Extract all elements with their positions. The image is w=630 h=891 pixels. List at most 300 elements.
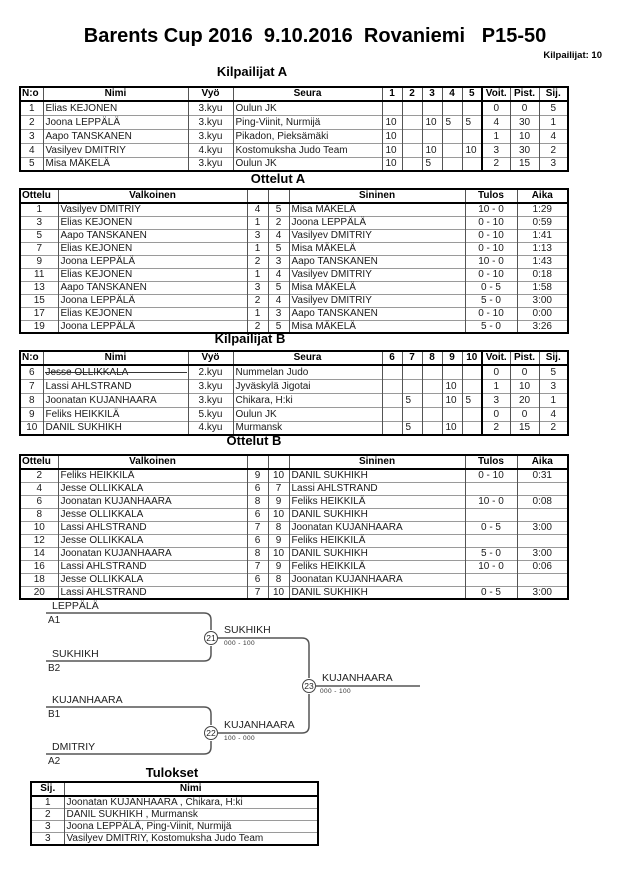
cell-score: 10: [442, 393, 462, 407]
cell-place: 5: [539, 101, 568, 115]
cell-club: Chikara, H:ki: [233, 393, 382, 407]
table-row: [20, 547, 568, 560]
cell-club: Nummelan Judo: [233, 365, 382, 379]
pool-b-heading: Kilpailijat B: [214, 331, 286, 346]
cell-white-number: 8: [247, 547, 268, 560]
cell-white-name: Elias KEJONEN: [58, 216, 247, 229]
cell-points: 0: [510, 365, 539, 379]
cell-score: [462, 129, 482, 143]
cell-name: Joona LEPPÄLÄ: [43, 115, 188, 129]
cell-match-no: 20: [20, 586, 58, 599]
page-title: Barents Cup 2016 9.10.2016 Rovaniemi P15-50: [83, 25, 547, 47]
col-no: N:o: [20, 87, 43, 101]
cell-no: 4: [20, 143, 43, 157]
bracket-match-22-circle: 22: [204, 726, 218, 740]
cell-result: [465, 508, 517, 521]
cell-result: 0 - 5: [465, 521, 517, 534]
cell-white-name: Feliks HEIKKILÄ: [58, 469, 247, 482]
cell-name: DANIL SUKHIKH: [43, 421, 188, 435]
cell-match-no: 19: [20, 320, 58, 333]
cell-white-number: 7: [247, 586, 268, 599]
cell-points: 0: [510, 407, 539, 421]
cell-score: [422, 365, 442, 379]
cell-time: 1:29: [517, 203, 568, 216]
cell-score: [462, 421, 482, 435]
cell-no: 8: [20, 393, 43, 407]
cell-white-name: Elias KEJONEN: [58, 307, 247, 320]
cell-wins: 2: [482, 157, 510, 171]
matches-a-body: [20, 203, 568, 333]
cell-result: 0 - 10: [465, 242, 517, 255]
cell-score: 5: [462, 393, 482, 407]
table-row: [20, 281, 568, 294]
results-table: [30, 781, 319, 846]
cell-result: 0 - 10: [465, 229, 517, 242]
cell-time: 1:43: [517, 255, 568, 268]
cell-points: 30: [510, 143, 539, 157]
cell-place: 2: [539, 421, 568, 435]
pool-b-body: [20, 365, 568, 435]
cell-match-no: 17: [20, 307, 58, 320]
cell-time: 3:00: [517, 586, 568, 599]
cell-score: [442, 129, 462, 143]
cell-points: 15: [510, 157, 539, 171]
table-row: [20, 573, 568, 586]
cell-club: Kostomuksha Judo Team: [233, 143, 382, 157]
col-white: Valkoinen: [58, 189, 247, 203]
cell-white-number: 6: [247, 482, 268, 495]
cell-score: [422, 379, 442, 393]
cell-match-no: 14: [20, 547, 58, 560]
cell-score: [382, 421, 402, 435]
cell-match-no: 4: [20, 482, 58, 495]
cell-score: 10: [382, 143, 402, 157]
cell-white-name: Jesse OLLIKKALA: [58, 508, 247, 521]
table-row: [20, 508, 568, 521]
cell-score: [462, 101, 482, 115]
cell-wins: 0: [482, 365, 510, 379]
table-row: [31, 796, 318, 809]
cell-blue-name: Lassi AHLSTRAND: [289, 482, 465, 495]
cell-belt: 3.kyu: [188, 157, 233, 171]
cell-white-name: Jesse OLLIKKALA: [58, 482, 247, 495]
table-row: [20, 407, 568, 421]
cell-points: 20: [510, 393, 539, 407]
cell-blue-name: Misa MÄKELÄ: [289, 203, 465, 216]
table-row: [20, 157, 568, 171]
cell-match-no: 18: [20, 573, 58, 586]
cell-blue-name: Misa MÄKELÄ: [289, 320, 465, 333]
cell-score: 5: [402, 421, 422, 435]
cell-white-number: 6: [247, 573, 268, 586]
cell-points: 10: [510, 129, 539, 143]
cell-score: [442, 143, 462, 157]
table-row: [20, 101, 568, 115]
cell-match-no: 3: [20, 216, 58, 229]
pool-a-table: [19, 86, 569, 172]
matches-a-table: [19, 188, 569, 334]
cell-blue-name: Vasilyev DMITRIY: [289, 268, 465, 281]
cell-wins: 1: [482, 129, 510, 143]
cell-wins: 0: [482, 407, 510, 421]
col-result: Tulos: [465, 455, 517, 469]
col-name: Nimi: [64, 782, 318, 796]
cell-white-name: Lassi AHLSTRAND: [58, 560, 247, 573]
cell-score: [382, 379, 402, 393]
cell-white-name: Jesse OLLIKKALA: [58, 573, 247, 586]
cell-place: 1: [44, 797, 51, 808]
cell-time: 3:00: [517, 521, 568, 534]
cell-result: [465, 534, 517, 547]
cell-result: 0 - 10: [465, 216, 517, 229]
cell-blue-name: Vasilyev DMITRIY: [289, 229, 465, 242]
bracket-semi2-score: 100 - 000: [224, 735, 256, 742]
cell-score: [382, 101, 402, 115]
col-score-2: 2: [402, 87, 422, 101]
cell-score: [442, 157, 462, 171]
col-blue: Sininen: [289, 455, 465, 469]
table-row: [20, 255, 568, 268]
cell-white-name: Joonatan KUJANHAARA: [58, 547, 247, 560]
cell-blue-name: Misa MÄKELÄ: [289, 242, 465, 255]
cell-wins: 4: [482, 115, 510, 129]
cell-no: 10: [20, 421, 43, 435]
table-row: [20, 421, 568, 435]
bracket-entry-a2-name: DMITRIY: [52, 741, 96, 753]
cell-score: [402, 365, 422, 379]
cell-score: [402, 115, 422, 129]
cell-blue-number: 10: [268, 508, 289, 521]
cell-white-number: 6: [247, 508, 268, 521]
cell-score: [422, 129, 442, 143]
cell-result: 0 - 10: [465, 268, 517, 281]
competitors-count: Kilpailijat: 10: [543, 50, 602, 61]
cell-name: Jesse OLLIKKALA: [43, 365, 188, 379]
bracket-entry-a1-seed: A1: [48, 615, 61, 626]
cell-score: [422, 393, 442, 407]
cell-white-number: 1: [247, 242, 268, 255]
col-score-6: 6: [382, 351, 402, 365]
cell-blue-number: 4: [268, 229, 289, 242]
cell-white-name: Lassi AHLSTRAND: [58, 586, 247, 599]
table-row: [20, 469, 568, 482]
cell-score: 10: [382, 157, 402, 171]
pool-b-table: [19, 350, 569, 436]
cell-blue-name: Aapo TANSKANEN: [289, 307, 465, 320]
cell-score: [402, 407, 422, 421]
table-row: [31, 809, 318, 821]
bracket-entry-b2-name: SUKHIKH: [52, 648, 99, 660]
col-white-number: [247, 189, 268, 203]
cell-white-number: 8: [247, 495, 268, 508]
table-row: [20, 365, 568, 379]
cell-time: 1:58: [517, 281, 568, 294]
results-heading: Tulokset: [145, 765, 199, 780]
cell-time: 3:26: [517, 320, 568, 333]
col-score-8: 8: [422, 351, 442, 365]
cell-points: 30: [510, 115, 539, 129]
cell-blue-number: 3: [268, 255, 289, 268]
cell-score: [402, 157, 422, 171]
bracket-entry-a1-name: LEPPÄLÄ: [52, 600, 99, 612]
cell-white-name: Aapo TANSKANEN: [58, 229, 247, 242]
cell-blue-number: 8: [268, 521, 289, 534]
col-score-3: 3: [422, 87, 442, 101]
cell-time: 0:00: [517, 307, 568, 320]
cell-score: 10: [442, 379, 462, 393]
cell-blue-name: Feliks HEIKKILÄ: [289, 560, 465, 573]
cell-place: 4: [539, 129, 568, 143]
matches-a-header-row: [20, 189, 568, 203]
cell-no: 1: [28, 102, 35, 114]
cell-place: 1: [539, 393, 568, 407]
cell-match-no: 1: [36, 204, 43, 216]
cell-match-no: 6: [20, 495, 58, 508]
cell-place: 2: [31, 809, 64, 821]
cell-time: 1:41: [517, 229, 568, 242]
matches-b-body: [20, 469, 568, 599]
table-row: [20, 143, 568, 157]
cell-name: Joona LEPPÄLÄ, Ping-Viinit, Nurmijä: [64, 821, 318, 833]
cell-score: [462, 379, 482, 393]
col-name: Nimi: [43, 351, 188, 365]
pool-a-heading: Kilpailijat A: [216, 64, 288, 79]
cell-match-no: 13: [20, 281, 58, 294]
cell-score: [402, 129, 422, 143]
cell-score: [442, 101, 462, 115]
results-header-row: [31, 782, 318, 796]
cell-white-name: Joona LEPPÄLÄ: [58, 255, 247, 268]
cell-match-no: 7: [20, 242, 58, 255]
col-club: Seura: [233, 351, 382, 365]
results-body: [31, 796, 318, 845]
cell-blue-name: Vasilyev DMITRIY: [289, 294, 465, 307]
cell-blue-name: DANIL SUKHIKH: [289, 586, 465, 599]
cell-white-name: Joonatan KUJANHAARA: [58, 495, 247, 508]
col-blue-number: [268, 455, 289, 469]
cell-score: 10: [442, 421, 462, 435]
cell-blue-name: DANIL SUKHIKH: [289, 547, 465, 560]
col-time: Aika: [517, 189, 568, 203]
cell-blue-number: 2: [268, 216, 289, 229]
cell-blue-name: Aapo TANSKANEN: [289, 255, 465, 268]
cell-points: 15: [510, 421, 539, 435]
table-row: [20, 115, 568, 129]
cell-blue-number: 10: [268, 586, 289, 599]
cell-blue-name: Joonatan KUJANHAARA: [289, 573, 465, 586]
cell-match-no: 16: [20, 560, 58, 573]
cell-place: 3: [539, 157, 568, 171]
cell-blue-number: 5: [268, 281, 289, 294]
cell-result: 10 - 0: [465, 495, 517, 508]
cell-blue-number: 9: [268, 534, 289, 547]
matches-b-table: [19, 454, 569, 600]
cell-blue-number: 5: [268, 203, 289, 216]
col-time: Aika: [517, 455, 568, 469]
cell-time: [517, 482, 568, 495]
cell-belt: 3.kyu: [188, 129, 233, 143]
bracket-final-winner: KUJANHAARA: [322, 672, 393, 684]
cell-belt: 4.kyu: [188, 143, 233, 157]
cell-match-no: 15: [20, 294, 58, 307]
cell-name: Vasilyev DMITRIY: [43, 143, 188, 157]
cell-blue-name: Joonatan KUJANHAARA: [289, 521, 465, 534]
cell-place: 3: [539, 379, 568, 393]
cell-place: 3: [31, 833, 64, 846]
col-blue: Sininen: [289, 189, 465, 203]
cell-name: Joonatan KUJANHAARA , Chikara, H:ki: [64, 796, 318, 809]
table-row: [20, 268, 568, 281]
cell-time: [517, 573, 568, 586]
cell-white-number: 7: [247, 521, 268, 534]
col-score-7: 7: [402, 351, 422, 365]
cell-time: 1:13: [517, 242, 568, 255]
cell-time: 0:08: [517, 495, 568, 508]
table-row: [20, 560, 568, 573]
pool-a-header-row: [20, 87, 568, 101]
bracket-match-21-circle: 21: [204, 631, 218, 645]
cell-score: [422, 407, 442, 421]
cell-result: 0 - 10: [465, 307, 517, 320]
cell-blue-name: Misa MÄKELÄ: [289, 281, 465, 294]
col-score-1: 1: [382, 87, 402, 101]
cell-belt: 3.kyu: [188, 115, 233, 129]
cell-club: Jyväskylä Jigotai: [233, 379, 382, 393]
cell-score: 10: [462, 143, 482, 157]
col-score-10: 10: [462, 351, 482, 365]
cell-time: 0:06: [517, 560, 568, 573]
cell-blue-number: 5: [268, 320, 289, 333]
cell-blue-number: 3: [268, 307, 289, 320]
cell-score: 10: [422, 115, 442, 129]
cell-club: Oulun JK: [233, 157, 382, 171]
pool-a-body: [20, 101, 568, 171]
cell-result: 0 - 10: [465, 469, 517, 482]
col-name: Nimi: [43, 87, 188, 101]
cell-wins: 2: [482, 421, 510, 435]
cell-score: 10: [422, 143, 442, 157]
cell-name: Misa MÄKELÄ: [43, 157, 188, 171]
cell-place: 3: [31, 821, 64, 833]
table-row: [20, 482, 568, 495]
table-row: [20, 203, 568, 216]
cell-white-number: 2: [247, 255, 268, 268]
cell-white-name: Elias KEJONEN: [58, 268, 247, 281]
cell-blue-number: 7: [268, 482, 289, 495]
cell-score: 5: [422, 157, 442, 171]
cell-points: 10: [510, 379, 539, 393]
cell-blue-number: 9: [268, 495, 289, 508]
cell-score: [462, 157, 482, 171]
cell-score: 10: [382, 129, 402, 143]
cell-score: [382, 407, 402, 421]
cell-match-no: 2: [36, 470, 43, 482]
cell-club: Murmansk: [233, 421, 382, 435]
cell-wins: 0: [482, 101, 510, 115]
matches-a-heading: Ottelut A: [250, 171, 306, 186]
cell-club: Oulun JK: [233, 101, 382, 115]
cell-blue-name: Joona LEPPÄLÄ: [289, 216, 465, 229]
cell-wins: 3: [482, 143, 510, 157]
cell-white-name: Joona LEPPÄLÄ: [58, 320, 247, 333]
cell-match-no: 9: [20, 255, 58, 268]
cell-time: 3:00: [517, 547, 568, 560]
cell-score: 5: [442, 115, 462, 129]
col-points: Pist.: [510, 87, 539, 101]
cell-place: 1: [539, 115, 568, 129]
cell-no: 5: [20, 157, 43, 171]
cell-white-name: Joona LEPPÄLÄ: [58, 294, 247, 307]
cell-club: Ping-Viinit, Nurmijä: [233, 115, 382, 129]
cell-score: 5: [402, 393, 422, 407]
col-no: N:o: [20, 351, 43, 365]
cell-score: [442, 407, 462, 421]
cell-place: 2: [539, 143, 568, 157]
cell-wins: 3: [482, 393, 510, 407]
cell-result: 5 - 0: [465, 294, 517, 307]
col-points: Pist.: [510, 351, 539, 365]
bracket-semi2-winner: KUJANHAARA: [224, 719, 295, 731]
cell-white-number: 3: [247, 229, 268, 242]
cell-result: [465, 573, 517, 586]
cell-score: [442, 365, 462, 379]
bracket-semi1-score: 000 - 100: [224, 640, 256, 647]
table-row: [20, 521, 568, 534]
table-row: [31, 821, 318, 833]
cell-score: [402, 101, 422, 115]
cell-belt: 3.kyu: [188, 393, 233, 407]
cell-white-number: 4: [247, 203, 268, 216]
cell-result: 5 - 0: [465, 320, 517, 333]
table-row: [20, 242, 568, 255]
cell-blue-name: Feliks HEIKKILÄ: [289, 495, 465, 508]
cell-score: [402, 379, 422, 393]
cell-white-name: Aapo TANSKANEN: [58, 281, 247, 294]
cell-white-number: 9: [247, 469, 268, 482]
bracket-entry-b1-name: KUJANHAARA: [52, 694, 123, 706]
cell-score: [402, 143, 422, 157]
table-row: [20, 320, 568, 333]
table-row: [20, 534, 568, 547]
cell-belt: 2.kyu: [188, 365, 233, 379]
cell-white-number: 1: [247, 268, 268, 281]
cell-name: Elias KEJONEN: [43, 101, 188, 115]
cell-result: 10 - 0: [465, 255, 517, 268]
col-blue-number: [268, 189, 289, 203]
cell-blue-number: 9: [268, 560, 289, 573]
matches-b-heading: Ottelut B: [226, 433, 282, 448]
table-row: [31, 833, 318, 846]
cell-belt: 4.kyu: [188, 421, 233, 435]
cell-result: [465, 482, 517, 495]
cell-white-number: 6: [247, 534, 268, 547]
col-score-4: 4: [442, 87, 462, 101]
col-wins: Voit.: [482, 87, 510, 101]
cell-time: 3:00: [517, 294, 568, 307]
cell-time: [517, 534, 568, 547]
cell-white-name: Elias KEJONEN: [58, 242, 247, 255]
table-row: [20, 393, 568, 407]
cell-white-name: Jesse OLLIKKALA: [58, 534, 247, 547]
col-match: Ottelu: [20, 189, 58, 203]
cell-blue-number: 10: [268, 547, 289, 560]
cell-score: 5: [462, 115, 482, 129]
col-result: Tulos: [465, 189, 517, 203]
cell-result: 10 - 0: [465, 560, 517, 573]
col-white: Valkoinen: [58, 455, 247, 469]
cell-match-no: 11: [20, 268, 58, 281]
table-row: [20, 379, 568, 393]
